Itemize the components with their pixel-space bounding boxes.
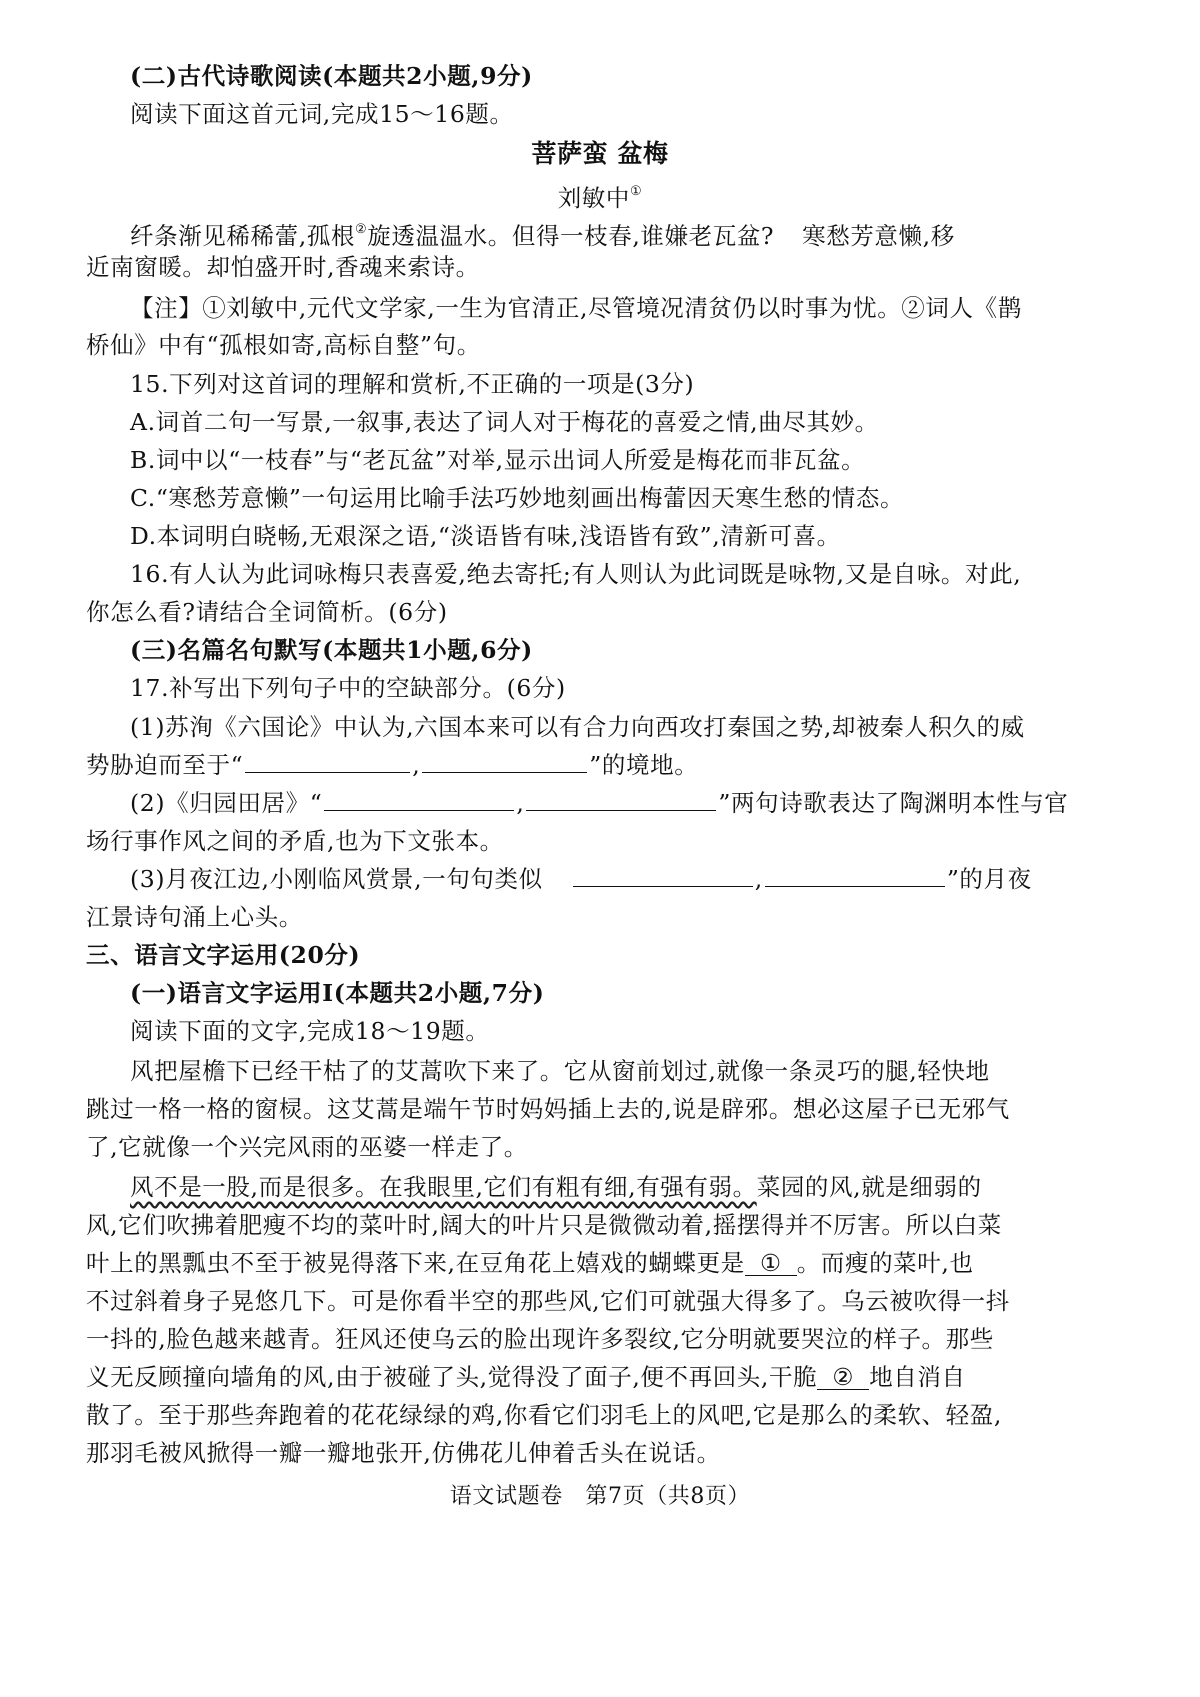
answer-blank[interactable] (324, 790, 514, 811)
fill-blank-2[interactable]: ② (817, 1365, 869, 1390)
poem-title: 菩萨蛮 盆梅 (531, 139, 669, 168)
option-c: C.“寒愁芳意懒”一句运用比喻手法巧妙地刻画出梅蕾因天寒生愁的情态。 (130, 484, 905, 512)
question-17-3-line-2: 江景诗句涌上心头。 (86, 903, 303, 931)
option-a: A.词首二句一写景,一叙事,表达了词人对于梅花的喜爱之情,曲尽其妙。 (130, 408, 879, 436)
poem-author-name: 刘敏中 (557, 184, 631, 212)
question-16-line-1: 16.有人认为此词咏梅只表喜爱,绝去寄托;有人则认为此词既是咏物,又是自咏。对此, (130, 560, 1022, 588)
answer-blank[interactable] (526, 790, 716, 811)
question-17-1-line-2 (86, 747, 698, 783)
comma: , (412, 751, 421, 779)
poem-text: 旋透温温水。但得一枝春,谁嫌老瓦盆? (367, 222, 775, 250)
question-17-3-line-1 (130, 861, 1032, 897)
footnote-mark-2: ② (354, 222, 368, 237)
fill-blank-1[interactable]: ① (745, 1251, 797, 1276)
poem-line-1 (130, 212, 955, 254)
option-d: D.本词明白晓畅,无艰深之语,“淡语皆有味,浅语皆有致”,清新可喜。 (130, 522, 841, 550)
passage-p2-line-3 (86, 1245, 974, 1281)
poem-author (0, 174, 1200, 216)
answer-blank[interactable] (245, 752, 410, 773)
question-15: 15.下列对这首词的理解和赏析,不正确的一项是(3分) (130, 370, 695, 398)
answer-blank[interactable] (765, 866, 945, 887)
question-16-line-2: 你怎么看?请结合全词简析。(6分) (86, 598, 448, 626)
passage-p2-line-4: 不过斜着身子晃悠几下。可是你看半空的那些风,它们可就强大得多了。乌云被吹得一抖 (86, 1287, 1010, 1315)
passage-p2-line-7: 散了。至于那些奔跑着的花花绿绿的鸡,你看它们羽毛上的风吧,它是那么的柔软、轻盈, (86, 1401, 1002, 1429)
comma: , (754, 865, 763, 893)
text: ”的月夜 (946, 865, 1032, 893)
passage-p2-line-1 (130, 1169, 982, 1205)
question-17-1-line-1: (1)苏洵《六国论》中认为,六国本来可以有合力向西攻打秦国之势,却被秦人积久的威 (130, 713, 1025, 741)
text: ”两句诗歌表达了陶渊明本性与官 (718, 789, 1069, 817)
note-line-1: 【注】①刘敏中,元代文学家,一生为官清正,尽管境况清贫仍以时事为忧。②词人《鹊 (130, 294, 1022, 322)
passage-p2-line-8: 那羽毛被风掀得一瓣一瓣地张开,仿佛花儿伸着舌头在说话。 (86, 1439, 721, 1467)
section-heading-recite: (三)名篇名句默写(本题共1小题,6分) (130, 636, 533, 664)
poem-line-2: 近南窗暖。却怕盛开时,香魂来索诗。 (86, 253, 480, 281)
option-b: B.词中以“一枝春”与“老瓦盆”对举,显示出词人所爱是梅花而非瓦盆。 (130, 446, 866, 474)
text: 。而瘦的菜叶,也 (796, 1249, 974, 1277)
section-heading-poetry: (二)古代诗歌阅读(本题共2小题,9分) (130, 62, 533, 90)
page-footer: 语文试题卷 第7页（共8页） (449, 1484, 751, 1509)
text: ”的境地。 (589, 751, 699, 779)
instruction-poetry: 阅读下面这首元词,完成15～16题。 (130, 100, 514, 128)
text: 菜园的风,就是细弱的 (756, 1173, 982, 1201)
comma: , (516, 789, 525, 817)
passage-p2-line-2: 风,它们吹拂着肥瘦不均的菜叶时,阔大的叶片只是微微动着,摇摆得并不厉害。所以白菜 (86, 1211, 1002, 1239)
text: 地自消自 (869, 1363, 966, 1391)
instruction-lang: 阅读下面的文字,完成18～19题。 (130, 1017, 490, 1045)
passage-p2-line-5: 一抖的,脸色越来越青。狂风还使乌云的脸出现许多裂纹,它分明就要哭泣的样子。那些 (86, 1325, 994, 1353)
question-17-2-line-2: 场行事作风之间的矛盾,也为下文张本。 (86, 827, 504, 855)
answer-blank[interactable] (573, 866, 753, 887)
passage-p1-line-3: 了,它就像一个兴完风雨的巫婆一样走了。 (86, 1133, 528, 1161)
text: (2)《归园田居》“ (130, 789, 323, 817)
passage-p1-line-1: 风把屋檐下已经干枯了的艾蒿吹下来了。它从窗前划过,就像一条灵巧的腿,轻快地 (130, 1057, 990, 1085)
text: (3)月夜江边,小刚临风赏景,一句句类似 (130, 865, 543, 893)
footnote-mark-1: ① (630, 184, 643, 199)
wavy-underlined-text: 风不是一股,而是很多。在我眼里,它们有粗有细,有强有弱。 (130, 1173, 757, 1201)
text: 叶上的黑瓢虫不至于被晃得落下来,在豆角花上嬉戏的蝴蝶更是 (86, 1249, 745, 1277)
poem-text: 寒愁芳意懒,移 (802, 222, 955, 250)
question-17: 17.补写出下列句子中的空缺部分。(6分) (130, 674, 566, 702)
part-3-heading: 三、语言文字运用(20分) (86, 941, 361, 969)
question-17-2-line-1 (130, 785, 1068, 821)
answer-blank[interactable] (422, 752, 587, 773)
text: 势胁迫而至于“ (86, 751, 244, 779)
passage-p1-line-2: 跳过一格一格的窗棂。这艾蒿是端午节时妈妈插上去的,说是辟邪。想必这屋子已无邪气 (86, 1095, 1010, 1123)
passage-p2-line-6 (86, 1359, 966, 1395)
section-heading-lang1: (一)语言文字运用Ⅰ(本题共2小题,7分) (130, 979, 545, 1007)
note-line-2: 桥仙》中有“孤根如寄,高标自整”句。 (86, 331, 481, 359)
poem-text: 纤条渐见稀稀蕾,孤根 (130, 222, 355, 250)
text: 义无反顾撞向墙角的风,由于被碰了头,觉得没了面子,便不再回头,干脆 (86, 1363, 818, 1391)
